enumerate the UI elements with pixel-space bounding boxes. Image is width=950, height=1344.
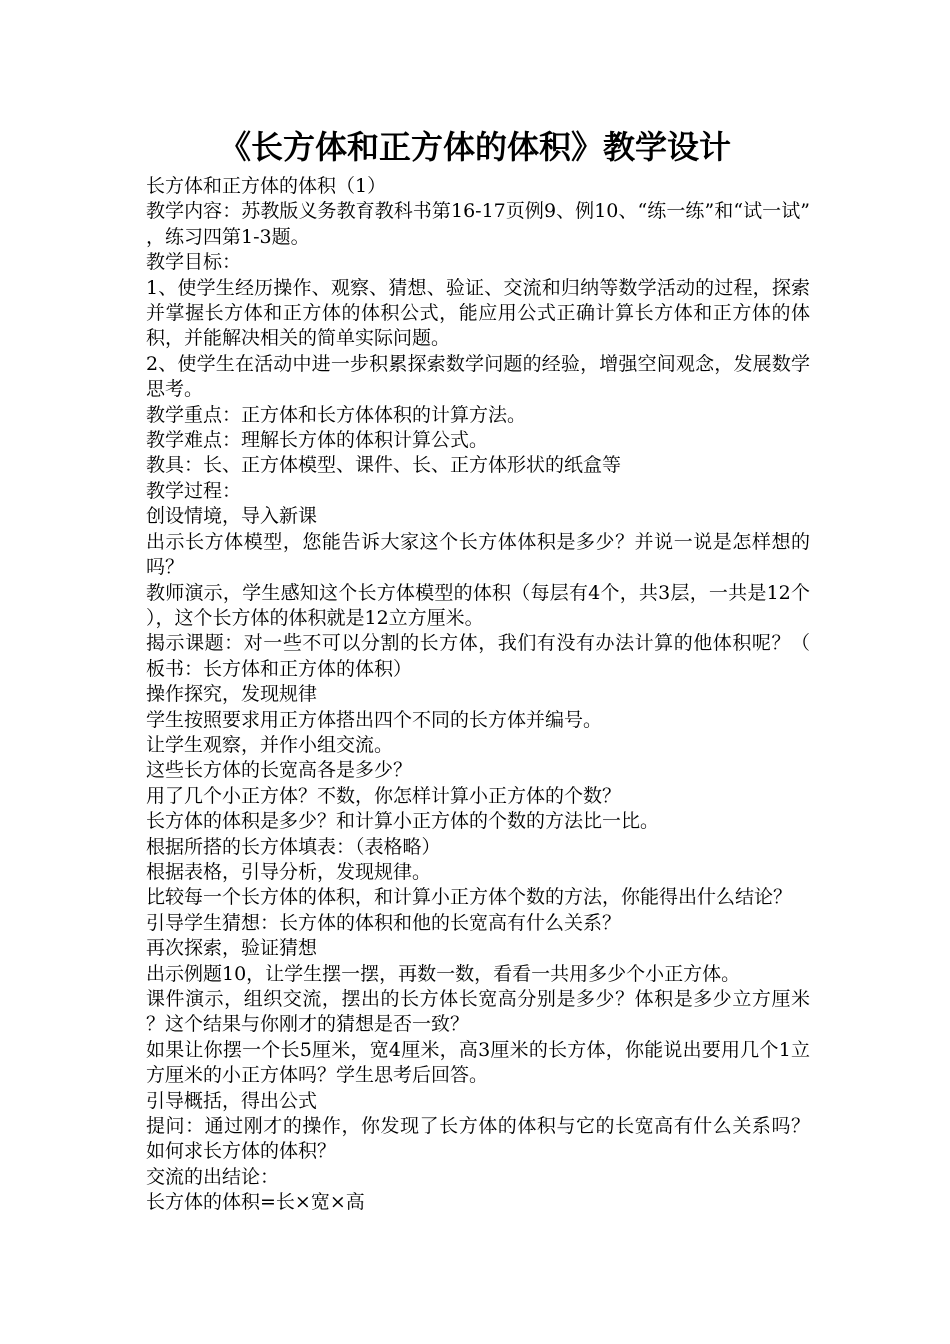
body-paragraph: 引导学生猜想：长方体的体积和他的长宽高有什么关系？ [146,911,622,934]
body-paragraph: 比较每一个长方体的体积，和计算小正方体个数的方法，你能得出什么结论？ [146,886,793,909]
body-paragraph: 引导概括，得出公式 [146,1089,318,1112]
body-paragraph: 教学内容：苏教版义务教育教科书第16-17页例9、例10、“练一练”和“试一试”，练习四第1-3题。 [146,200,810,248]
body-paragraph: 再次探索，验证猜想 [146,937,318,960]
body-paragraph: 用了几个小正方体？不数，你怎样计算小正方体的个数？ [146,784,622,807]
body-paragraph: 长方体和正方体的体积（1） [146,175,387,197]
body-paragraph: 教具：长、正方体模型、课件、长、正方体形状的纸盒等 [146,454,622,477]
body-paragraph: 2、使学生在活动中进一步积累探索数学问题的经验，增强空间观念，发展数学思考。 [146,352,810,401]
body-paragraph: 教学重点：正方体和长方体体积的计算方法。 [146,403,527,426]
body-paragraph: 教学难点：理解长方体的体积计算公式。 [146,429,489,452]
body-paragraph: 这些长方体的长宽高各是多少？ [146,759,413,782]
body-paragraph: 根据表格，引导分析，发现规律。 [146,860,432,883]
body-paragraph: 教师演示，学生感知这个长方体模型的体积（每层有4个，共3层，一共是12个），这个长方体的体积就是12立方厘米。 [146,581,810,629]
body-paragraph: 交流的出结论： [146,1165,280,1188]
body-paragraph: 提问：通过刚才的操作，你发现了长方体的体积与它的长宽高有什么关系吗？如何求长方体的体积？ [146,1115,810,1163]
body-paragraph: 揭示课题：对一些不可以分割的长方体，我们有没有办法计算的他体积呢？（板书：长方体和正方体的体积） [146,632,810,680]
body-paragraph: 出示长方体模型，您能告诉大家这个长方体体积是多少？并说一说是怎样想的吗？ [146,530,810,579]
body-paragraph: 学生按照要求用正方体搭出四个不同的长方体并编号。 [146,708,603,731]
body-paragraph: 长方体的体积=长×宽×高 [146,1191,365,1214]
body-paragraph: 创设情境，导入新课 [146,505,318,528]
body-paragraph: 课件演示，组织交流，摆出的长方体长宽高分别是多少？体积是多少立方厘米？这个结果与你刚才的猜想是否一致？ [146,988,810,1036]
body-paragraph: 教学目标： [146,251,242,274]
body-paragraph: 教学过程： [146,479,242,502]
body-paragraph: 根据所搭的长方体填表：（表格略） [146,835,441,858]
body-paragraph: 如果让你摆一个长5厘米，宽4厘米，高3厘米的长方体，你能说出要用几个1立方厘米的小正方体吗？学生思考后回答。 [146,1038,810,1087]
document-title: 《长方体和正方体的体积》教学设计 [218,128,731,166]
body-paragraph: 出示例题10，让学生摆一摆，再数一数，看看一共用多少个小正方体。 [146,962,741,985]
body-paragraph: 让学生观察，并作小组交流。 [146,733,394,756]
body-paragraph: 1、使学生经历操作、观察、猜想、验证、交流和归纳等数学活动的过程，探索并掌握长方体和正方体的体积公式，能应用公式正确计算长方体和正方体的体积，并能解决相关的简单实际问题。 [146,276,810,350]
body-paragraph: 操作探究，发现规律 [146,683,318,706]
body-paragraph: 长方体的体积是多少？和计算小正方体的个数的方法比一比。 [146,810,660,833]
document-body [146,174,810,1216]
